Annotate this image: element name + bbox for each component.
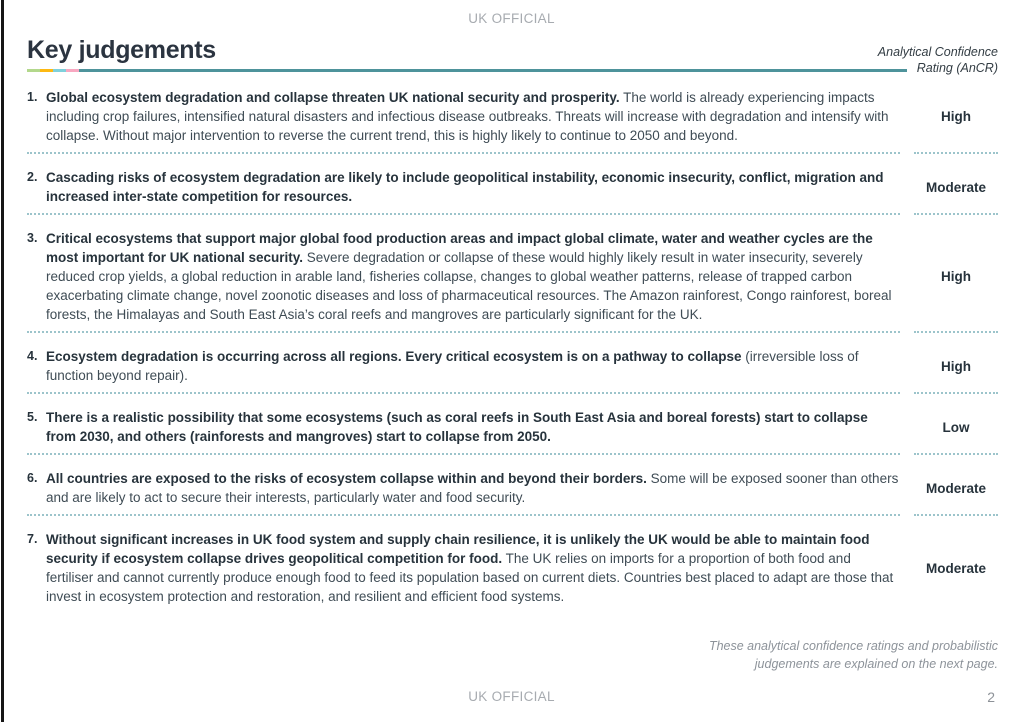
judgement-detail: (irreversible loss of function beyond repair).	[46, 349, 859, 383]
page-edge-line	[1, 0, 4, 722]
judgement-text	[46, 168, 900, 206]
confidence-rating: Moderate	[925, 560, 986, 576]
judgement-item-4	[27, 333, 998, 392]
classification-banner-bottom: UK OFFICIAL	[468, 689, 555, 704]
judgements-list	[27, 84, 998, 613]
divider-accent-green	[27, 69, 40, 72]
dotted-separator	[27, 392, 998, 394]
judgement-body	[27, 408, 914, 446]
dotted-separator	[27, 331, 998, 333]
page-number: 2	[987, 689, 995, 705]
confidence-rating: Moderate	[925, 179, 986, 195]
page-title: Key judgements	[27, 36, 216, 64]
judgement-item-1	[27, 84, 998, 152]
ancr-label-line1: Analytical Confidence	[877, 45, 998, 59]
confidence-rating: Moderate	[925, 480, 986, 496]
judgement-item-7	[27, 516, 998, 613]
judgement-body	[27, 530, 914, 606]
judgement-lead: Global ecosystem degradation and collapse threaten UK national security and prosperity.	[46, 90, 620, 105]
judgement-lead: There is a realistic possibility that some ecosystems (such as coral reefs in South East Asia and boreal forests) start to collapse from 2030, and others (rainforests and mangroves) start to collapse from 2050.	[46, 410, 868, 444]
judgement-detail: The world is already experiencing impacts including crop failures, intensified natural disasters and infectious disease outbreaks. Threats will increase with degradation and intensify with collapse. Without major intervention to reverse the current trend, this is highly likely to continue to 2050 and beyond.	[46, 90, 889, 143]
dotted-separator	[27, 514, 998, 516]
judgement-body	[27, 469, 914, 507]
judgement-text	[46, 88, 900, 145]
confidence-rating: High	[941, 269, 971, 284]
title-divider	[27, 69, 907, 72]
judgement-text	[46, 229, 900, 324]
judgement-item-6	[27, 455, 998, 514]
judgement-item-2	[27, 154, 998, 213]
confidence-rating: High	[941, 358, 971, 374]
divider-accent-pink	[66, 69, 79, 72]
ancr-label-line2: Rating (AnCR)	[916, 61, 998, 75]
confidence-rating: Low	[942, 419, 970, 435]
dotted-separator	[27, 453, 998, 455]
dotted-separator	[27, 152, 998, 154]
footnote: These analytical confidence ratings and probabilistic judgements are explained on the next page.	[708, 639, 998, 671]
item-number: 4.	[27, 349, 38, 363]
divider-accent-orange	[40, 69, 53, 72]
judgement-lead: All countries are exposed to the risks of ecosystem collapse within and beyond their borders.	[46, 471, 647, 486]
judgement-body	[27, 88, 914, 145]
item-number: 5.	[27, 410, 38, 424]
judgement-text	[46, 408, 900, 446]
item-number: 2.	[27, 170, 38, 184]
dotted-separator	[27, 213, 998, 215]
judgement-item-3	[27, 215, 998, 331]
judgement-detail: Severe degradation or collapse of these would highly likely result in water insecurity, severely reduced crop yields, a global reduction in arable land, fisheries collapse, changes to global weather patterns, release of trapped carbon exacerbating climate change, novel zoonotic diseases and loss of pharmaceutical resources. The Amazon rainforest, Congo rainforest, boreal forests, the Himalayas and South East Asia’s coral reefs and mangroves are particularly significant for the UK.	[46, 250, 892, 322]
divider-teal-line	[79, 69, 907, 72]
judgement-body	[27, 229, 914, 324]
item-number: 1.	[27, 90, 38, 104]
judgement-body	[27, 168, 914, 206]
judgement-detail: Some will be exposed sooner than others and are likely to act to secure their interests, particularly water and food security.	[46, 471, 899, 505]
judgement-lead: Cascading risks of ecosystem degradation are likely to include geopolitical instability, economic insecurity, conflict, migration and increased inter-state competition for resources.	[46, 170, 884, 204]
judgement-lead: Critical ecosystems that support major global food production areas and impact global climate, water and weather cycles are the most important for UK national security.	[46, 231, 873, 265]
judgement-detail: The UK relies on imports for a proportion of both food and fertiliser and cannot currently produce enough food to feed its population based on current diets. Countries best placed to adapt are those that invest in ecosystem protection and restoration, and resilient and efficient food systems.	[46, 551, 894, 604]
divider-accent-blue	[53, 69, 66, 72]
judgement-text	[46, 347, 900, 385]
item-number: 6.	[27, 471, 38, 485]
page-footer	[0, 689, 1023, 711]
judgement-body	[27, 347, 914, 385]
confidence-rating: High	[941, 109, 971, 124]
judgement-text	[46, 469, 900, 507]
judgement-lead: Ecosystem degradation is occurring across all regions. Every critical ecosystem is on a pathway to collapse	[46, 349, 742, 364]
item-number: 3.	[27, 231, 38, 245]
judgement-text	[46, 530, 900, 606]
judgement-item-5	[27, 394, 998, 453]
judgement-lead: Without significant increases in UK food system and supply chain resilience, it is unlikely the UK would be able to maintain food security if ecosystem collapse drives geopolitical competition for food.	[46, 532, 870, 566]
classification-banner-top: UK OFFICIAL	[468, 11, 555, 26]
item-number: 7.	[27, 532, 38, 546]
